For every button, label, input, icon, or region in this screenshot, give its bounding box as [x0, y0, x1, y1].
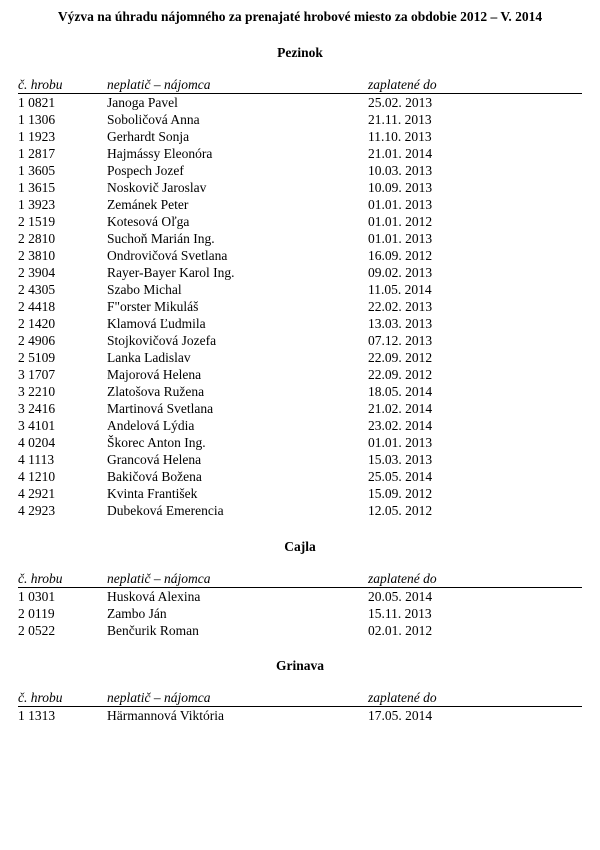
payer-name-cell: Ondrovičová Svetlana [107, 248, 228, 263]
table-row [18, 468, 582, 485]
column-header-payer: neplatič – nájomca [107, 690, 211, 705]
payer-name-cell: F"orster Mikuláš [107, 299, 199, 314]
payer-name-cell: Dubeková Emerencia [107, 503, 224, 518]
paid-until-cell: 15.11. 2013 [368, 606, 432, 621]
payer-name-cell: Stojkovičová Jozefa [107, 333, 217, 348]
table-row [18, 281, 582, 298]
table-row [18, 417, 582, 434]
grave-number-cell: 2 4305 [18, 282, 56, 297]
grave-number-cell: 2 4906 [18, 333, 56, 348]
paid-until-cell: 10.09. 2013 [368, 180, 433, 195]
paid-until-cell: 21.02. 2014 [368, 401, 433, 416]
paid-until-cell: 18.05. 2014 [368, 384, 433, 399]
column-header-paid-until: zaplatené do [368, 690, 437, 705]
paid-until-cell: 11.05. 2014 [368, 282, 432, 297]
table-row [18, 366, 582, 383]
table-row [18, 451, 582, 468]
table-row [18, 707, 582, 724]
paid-until-cell: 22.09. 2012 [368, 367, 433, 382]
payer-name-cell: Bakičová Božena [107, 469, 202, 484]
payer-name-cell: Zemánek Peter [107, 197, 189, 212]
payer-name-cell: Benčurik Roman [107, 623, 199, 638]
grave-number-cell: 3 1707 [18, 367, 56, 382]
table-header [18, 570, 582, 588]
paid-until-cell: 07.12. 2013 [368, 333, 433, 348]
grave-number-cell: 1 1313 [18, 708, 56, 723]
table-body [18, 94, 582, 519]
grave-number-cell: 4 2923 [18, 503, 56, 518]
table-row [18, 349, 582, 366]
paid-until-cell: 02.01. 2012 [368, 623, 433, 638]
table-row [18, 434, 582, 451]
payer-name-cell: Noskovič Jaroslav [107, 180, 207, 195]
column-header-grave: č. hrobu [18, 77, 63, 92]
table-header [18, 689, 582, 707]
paid-until-cell: 01.01. 2013 [368, 435, 433, 450]
column-header-paid-until: zaplatené do [368, 571, 437, 586]
grave-number-cell: 2 0522 [18, 623, 56, 638]
table-row [18, 298, 582, 315]
table-row [18, 315, 582, 332]
table-row [18, 230, 582, 247]
table-row [18, 247, 582, 264]
paid-until-cell: 01.01. 2013 [368, 197, 433, 212]
payer-name-cell: Zambo Ján [107, 606, 167, 621]
grave-number-cell: 1 3923 [18, 197, 56, 212]
grave-number-cell: 1 1923 [18, 129, 56, 144]
paid-until-cell: 10.03. 2013 [368, 163, 433, 178]
section-title: Pezinok [277, 45, 323, 60]
column-header-payer: neplatič – nájomca [107, 77, 211, 92]
payer-name-cell: Szabo Michal [107, 282, 182, 297]
paid-until-cell: 11.10. 2013 [368, 129, 432, 144]
paid-until-cell: 01.01. 2012 [368, 214, 433, 229]
paid-until-cell: 23.02. 2014 [368, 418, 433, 433]
table-header [18, 76, 582, 94]
column-header-grave: č. hrobu [18, 571, 63, 586]
paid-until-cell: 01.01. 2013 [368, 231, 433, 246]
grave-number-cell: 1 1306 [18, 112, 56, 127]
payer-name-cell: Rayer-Bayer Karol Ing. [107, 265, 235, 280]
table-row [18, 332, 582, 349]
grave-number-cell: 2 1519 [18, 214, 56, 229]
table-row [18, 213, 582, 230]
document-title: Výzva na úhradu nájomného za prenajaté hrobové miesto za obdobie 2012 – V. 2014 [57, 9, 543, 24]
paid-until-cell: 15.03. 2013 [368, 452, 433, 467]
table-row [18, 111, 582, 128]
section-cajla [18, 538, 582, 639]
section-title: Cajla [284, 539, 316, 554]
payer-name-cell: Škorec Anton Ing. [107, 435, 206, 450]
payer-name-cell: Lanka Ladislav [107, 350, 191, 365]
table-row [18, 128, 582, 145]
paid-until-cell: 12.05. 2012 [368, 503, 433, 518]
table-body [18, 707, 582, 724]
payer-name-cell: Janoga Pavel [107, 95, 178, 110]
payer-name-cell: Hajmássy Eleonóra [107, 146, 213, 161]
table-row [18, 383, 582, 400]
table-row [18, 196, 582, 213]
table-row [18, 588, 582, 605]
paid-until-cell: 20.05. 2014 [368, 589, 433, 604]
column-header-payer: neplatič – nájomca [107, 571, 211, 586]
payer-name-cell: Pospech Jozef [107, 163, 184, 178]
payer-name-cell: Grancová Helena [107, 452, 202, 467]
grave-number-cell: 3 2416 [18, 401, 56, 416]
grave-number-cell: 1 2817 [18, 146, 56, 161]
paid-until-cell: 16.09. 2012 [368, 248, 433, 263]
grave-number-cell: 1 0301 [18, 589, 56, 604]
grave-number-cell: 2 3904 [18, 265, 56, 280]
grave-number-cell: 3 4101 [18, 418, 56, 433]
grave-number-cell: 1 0821 [18, 95, 56, 110]
grave-number-cell: 2 1420 [18, 316, 56, 331]
grave-number-cell: 2 5109 [18, 350, 56, 365]
table-body [18, 588, 582, 639]
grave-number-cell: 1 3605 [18, 163, 56, 178]
table-row [18, 485, 582, 502]
section-grinava [18, 657, 582, 724]
payer-name-cell: Soboličová Anna [107, 112, 200, 127]
payer-name-cell: Andelová Lýdia [107, 418, 195, 433]
payer-name-cell: Härmannová Viktória [107, 708, 225, 723]
payer-name-cell: Gerhardt Sonja [107, 129, 190, 144]
payer-name-cell: Klamová Ľudmila [107, 316, 206, 331]
table-row [18, 605, 582, 622]
paid-until-cell: 25.02. 2013 [368, 95, 433, 110]
paid-until-cell: 21.01. 2014 [368, 146, 433, 161]
table-row [18, 400, 582, 417]
paid-until-cell: 17.05. 2014 [368, 708, 433, 723]
table-row [18, 94, 582, 111]
column-header-grave: č. hrobu [18, 690, 63, 705]
grave-number-cell: 4 2921 [18, 486, 56, 501]
payer-name-cell: Zlatošova Ružena [107, 384, 205, 399]
paid-until-cell: 15.09. 2012 [368, 486, 433, 501]
table-row [18, 162, 582, 179]
column-header-paid-until: zaplatené do [368, 77, 437, 92]
payer-name-cell: Suchoň Marián Ing. [107, 231, 215, 246]
grave-number-cell: 2 3810 [18, 248, 56, 263]
table-row [18, 502, 582, 519]
section-title: Grinava [275, 658, 324, 673]
paid-until-cell: 09.02. 2013 [368, 265, 433, 280]
table-row [18, 264, 582, 281]
paid-until-cell: 22.09. 2012 [368, 350, 433, 365]
paid-until-cell: 22.02. 2013 [368, 299, 433, 314]
paid-until-cell: 25.05. 2014 [368, 469, 433, 484]
payer-name-cell: Martinová Svetlana [107, 401, 214, 416]
table-row [18, 622, 582, 639]
grave-number-cell: 4 0204 [18, 435, 56, 450]
payer-name-cell: Kvinta František [107, 486, 198, 501]
grave-number-cell: 2 2810 [18, 231, 56, 246]
grave-number-cell: 2 0119 [18, 606, 55, 621]
table-row [18, 145, 582, 162]
section-pezinok [18, 44, 582, 519]
grave-number-cell: 4 1210 [18, 469, 56, 484]
payer-name-cell: Husková Alexina [107, 589, 201, 604]
payer-name-cell: Majorová Helena [107, 367, 202, 382]
paid-until-cell: 21.11. 2013 [368, 112, 432, 127]
table-row [18, 179, 582, 196]
payer-name-cell: Kotesová Oľga [107, 214, 190, 229]
grave-number-cell: 1 3615 [18, 180, 56, 195]
grave-number-cell: 4 1113 [18, 452, 55, 467]
paid-until-cell: 13.03. 2013 [368, 316, 433, 331]
grave-number-cell: 3 2210 [18, 384, 56, 399]
grave-number-cell: 2 4418 [18, 299, 56, 314]
